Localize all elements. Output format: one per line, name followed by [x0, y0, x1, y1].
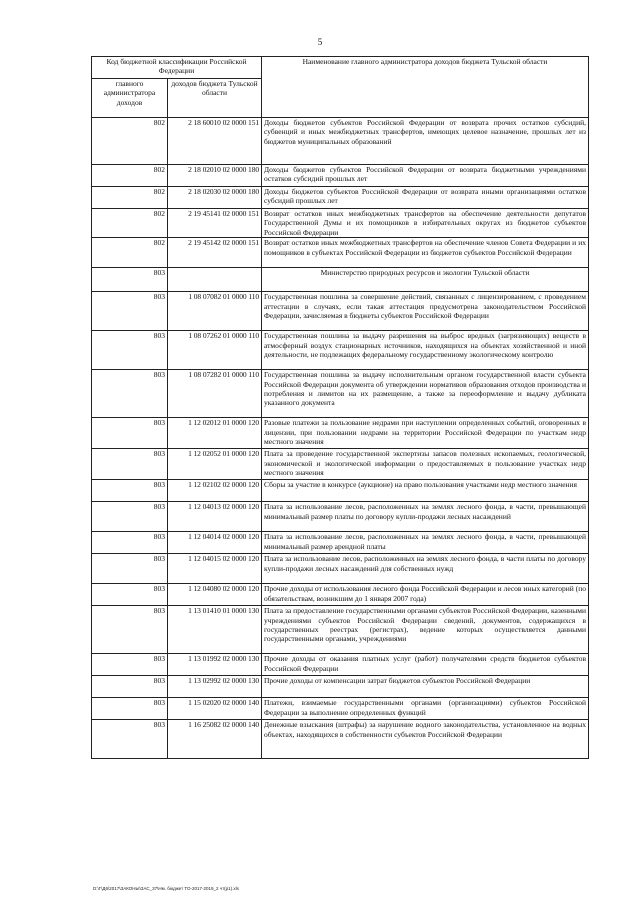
revenue-code-cell: 1 08 07262 01 0000 110 — [168, 331, 262, 370]
admin-code-cell: 803 — [92, 720, 168, 759]
header-row-top — [92, 57, 589, 79]
table-row — [92, 606, 589, 654]
admin-code-cell: 803 — [92, 698, 168, 720]
revenue-name-cell: Прочие доходы от компенсации затрат бюджетов субъектов Российской Федерации — [262, 676, 589, 698]
table-row — [92, 676, 589, 698]
revenue-name-cell: Плата за использование лесов, расположенных на землях лесного фонда, в части, превышающей минимальный размер платы по договору купли-продажи лесных насаждений — [262, 502, 589, 532]
revenue-name-cell: Прочие доходы от использования лесного фонда Российской Федерации и лесов иных категорий (по обязательствам, возникшим до 1 января 2007 года) — [262, 584, 589, 606]
admin-code-cell: 803 — [92, 418, 168, 449]
table-row — [92, 187, 589, 209]
table-row — [92, 480, 589, 502]
table-row — [92, 418, 589, 449]
admin-code-cell: 803 — [92, 449, 168, 480]
revenue-name-cell: Доходы бюджетов субъектов Российской Федерации от возврата прочих остатков субсидий, субвенций и иных межбюджетных трансфертов, имеющих целевое назначение, прошлых лет из бюджетов муниципальных образований — [262, 118, 589, 165]
revenue-code-cell: 1 12 02102 02 0000 120 — [168, 480, 262, 502]
revenue-name-cell: Плата за использование лесов, расположенных на землях лесного фонда, в части платы по договору купли-продажи лесных насаждений для собственных нужд — [262, 554, 589, 584]
revenue-code-cell: 1 16 25082 02 0000 140 — [168, 720, 262, 759]
admin-code-cell: 803 — [92, 292, 168, 331]
admin-code-cell: 802 — [92, 209, 168, 238]
admin-code-cell: 803 — [92, 532, 168, 554]
ministry-title-cell: Министерство природных ресурсов и экологии Тульской области — [262, 268, 589, 292]
admin-code-cell: 803 — [92, 502, 168, 532]
header-admin-col: главного администратора доходов — [92, 79, 168, 118]
revenue-code-cell: 1 12 02012 01 0000 120 — [168, 418, 262, 449]
revenue-name-cell: Прочие доходы от оказания платных услуг (работ) получателями средств бюджетов субъектов Российской Федерации — [262, 654, 589, 676]
revenue-name-cell: Возврат остатков иных межбюджетных трансфертов на обеспечение членов Совета Федерации и их помощников в субъектах Российской Федерации из бюджетов субъектов Российской Федерации — [262, 238, 589, 268]
revenue-code-cell: 1 12 04015 02 0000 120 — [168, 554, 262, 584]
page-number: 5 — [317, 37, 323, 47]
revenue-name-cell: Разовые платежи за пользование недрами при наступлении определенных событий, оговоренных в лицензии, при пользовании недрами на территории Российской Федерации по участкам недр местного значения — [262, 418, 589, 449]
admin-code-cell: 803 — [92, 554, 168, 584]
table-row — [92, 165, 589, 187]
revenue-name-cell: Сборы за участие в конкурсе (аукционе) на право пользования участками недр местного значения — [262, 480, 589, 502]
table-row — [92, 654, 589, 676]
header-name-title: Наименование главного администратора доходов бюджета Тульской области — [262, 57, 589, 118]
header-code-group: Код бюджетной классификации Российской Федерации — [92, 57, 262, 79]
revenue-code-cell: 2 18 02030 02 0000 180 — [168, 187, 262, 209]
budget-classification-table — [91, 56, 589, 759]
table-row — [92, 238, 589, 268]
revenue-name-cell: Государственная пошлина за выдачу разрешения на выброс вредных (загрязняющих) веществ в атмосферный воздух стационарных источников, находящихся на объектах хозяйственной и иной деятельности, не подлежащих федеральному государственному экологическому контролю — [262, 331, 589, 370]
admin-code-cell: 802 — [92, 165, 168, 187]
revenue-code-cell — [168, 268, 262, 292]
admin-code-cell: 803 — [92, 654, 168, 676]
admin-code-cell: 802 — [92, 187, 168, 209]
admin-code-cell: 803 — [92, 606, 168, 654]
admin-code-cell: 803 — [92, 268, 168, 292]
table-row — [92, 584, 589, 606]
revenue-name-cell: Доходы бюджетов субъектов Российской Федерации от возврата иными организациями остатков субсидий прошлых лет — [262, 187, 589, 209]
revenue-name-cell: Плата за проведение государственной экспертизы запасов полезных ископаемых, геологической, экономической и экологической информации о предоставляемых в пользование участках недр местного значения — [262, 449, 589, 480]
revenue-code-cell: 1 12 02052 01 0000 120 — [168, 449, 262, 480]
revenue-code-cell: 1 13 01410 01 0000 130 — [168, 606, 262, 654]
admin-code-cell: 803 — [92, 676, 168, 698]
revenue-code-cell: 2 19 45142 02 0000 151 — [168, 238, 262, 268]
revenue-code-cell: 1 13 02992 02 0000 130 — [168, 676, 262, 698]
revenue-name-cell: Возврат остатков иных межбюджетных трансфертов на обеспечение деятельности депутатов Государственной Думы и их помощников в избирательных округах из бюджетов субъектов Российской Федерации — [262, 209, 589, 238]
admin-code-cell: 803 — [92, 370, 168, 418]
revenue-code-cell: 2 18 02010 02 0000 180 — [168, 165, 262, 187]
revenue-code-cell: 1 08 07282 01 0000 110 — [168, 370, 262, 418]
revenue-code-cell: 1 08 07082 01 0000 110 — [168, 292, 262, 331]
revenue-name-cell: Доходы бюджетов субъектов Российской Федерации от возврата бюджетными учреждениями остатков субсидий прошлых лет — [262, 165, 589, 187]
revenue-name-cell: Денежные взыскания (штрафы) за нарушение водного законодательства, установленное на водных объектах, находящихся в собственности субъектов Российской Федерации — [262, 720, 589, 759]
table-row — [92, 720, 589, 759]
admin-code-cell: 803 — [92, 331, 168, 370]
revenue-name-cell: Государственная пошлина за совершение действий, связанных с лицензированием, с проведением аттестации в случаях, если такая аттестация предусмотрена законодательством Российской Федерации, зачисляемая в бюджеты субъектов Российской Федерации — [262, 292, 589, 331]
admin-code-cell: 803 — [92, 584, 168, 606]
admin-code-cell: 802 — [92, 118, 168, 165]
revenue-code-cell: 1 12 04013 02 0000 120 — [168, 502, 262, 532]
revenue-code-cell: 1 13 01992 02 0000 130 — [168, 654, 262, 676]
footer-file-path: D:\Г\Д6\2017\ЗАКОНЫ\ЗАС_37\Нм. бюджет ТО-2017-2019_2 чт(р1).xls — [93, 886, 239, 891]
table-row — [92, 532, 589, 554]
table-row — [92, 698, 589, 720]
table-row — [92, 209, 589, 238]
table-row — [92, 502, 589, 532]
revenue-code-cell: 2 19 45141 02 0000 151 — [168, 209, 262, 238]
revenue-code-cell: 1 12 04080 02 0000 120 — [168, 584, 262, 606]
table-row — [92, 370, 589, 418]
revenue-name-cell: Плата за предоставление государственными органами субъектов Российской Федерации, казенными учреждениями субъектов Российской Федерации сведений, документов, содержащихся в государственных реестрах (регистрах), ведение которых осуществляется данными государственными органами, учреждениями — [262, 606, 589, 654]
revenue-code-cell: 2 18 60010 02 0000 151 — [168, 118, 262, 165]
revenue-name-cell: Платежи, взимаемые государственными органами (организациями) субъектов Российской Федерации за выполнение определенных функций — [262, 698, 589, 720]
table-row — [92, 118, 589, 165]
admin-code-cell: 803 — [92, 480, 168, 502]
table-row — [92, 449, 589, 480]
revenue-name-cell: Государственная пошлина за выдачу исполнительным органом государственной власти субъекта Российской Федерации документа об утверждении нормативов образования отходов производства и потребления и лимитов на их размещение, а также за переоформление и выдачу дубликата указанного документа — [262, 370, 589, 418]
table-row — [92, 268, 589, 292]
revenue-code-cell: 1 12 04014 02 0000 120 — [168, 532, 262, 554]
admin-code-cell: 802 — [92, 238, 168, 268]
table-row — [92, 554, 589, 584]
header-revenue-col: доходов бюджета Тульской области — [168, 79, 262, 118]
table-row — [92, 292, 589, 331]
revenue-name-cell: Плата за использование лесов, расположенных на землях лесного фонда, в части, превышающей минимальный размер арендной платы — [262, 532, 589, 554]
revenue-code-cell: 1 15 02020 02 0000 140 — [168, 698, 262, 720]
table-row — [92, 331, 589, 370]
